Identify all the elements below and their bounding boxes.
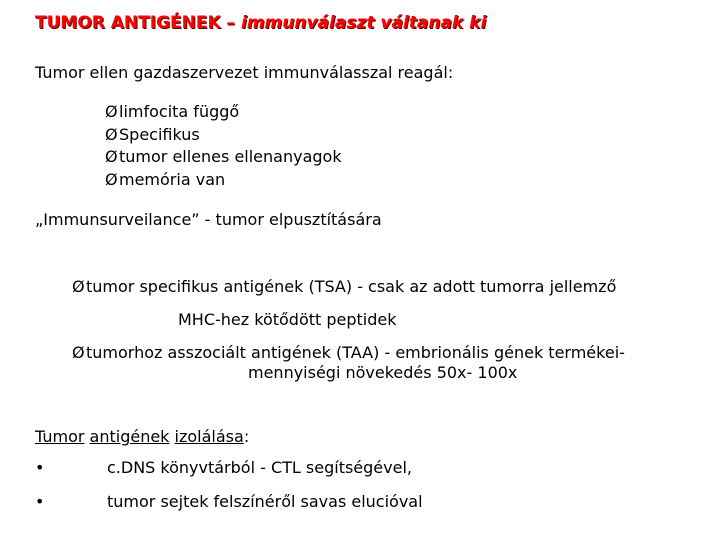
isolation-word-1: Tumor [35,427,85,446]
isolation-word-2: antigének [89,427,170,446]
title-subtitle: – immunválaszt váltanak ki [220,13,487,33]
response-item-label: memória van [119,170,226,189]
taa-subtext: mennyiségi növekedés 50x- 100x [248,363,518,382]
response-item [105,102,239,121]
arrow-bullet-icon: Ø [105,170,118,189]
isolation-heading [35,427,249,446]
surveillance-text: „Immunsurveilance” - tumor elpusztítására [35,210,382,229]
method-label: tumor sejtek felszínéről savas elucióval [107,492,423,511]
tsa-item [72,277,616,296]
taa-label: tumorhoz asszociált antigének (TAA) - embrionális gének termékei- [86,343,625,362]
isolation-word-3: izolálása [174,427,244,446]
response-item [105,125,200,144]
response-item [105,147,342,166]
arrow-bullet-icon: Ø [72,277,85,296]
method-item [35,458,412,477]
response-item-label: tumor ellenes ellenanyagok [119,147,342,166]
response-item-label: Specifikus [119,125,200,144]
arrow-bullet-icon: Ø [105,125,118,144]
title-main: TUMOR ANTIGÉNEK [35,13,221,33]
response-item [105,170,225,189]
tsa-subtext: MHC-hez kötődött peptidek [178,310,397,329]
arrow-bullet-icon: Ø [105,147,118,166]
bullet-icon: • [35,458,45,477]
arrow-bullet-icon: Ø [105,102,118,121]
isolation-colon: : [243,427,250,446]
arrow-bullet-icon: Ø [72,343,85,362]
method-item [35,492,423,511]
page-title [35,13,486,33]
intro-text: Tumor ellen gazdaszervezet immunválasszal reagál: [35,63,454,82]
bullet-icon: • [35,492,45,511]
tsa-label: tumor specifikus antigének (TSA) - csak az adott tumorra jellemző [86,277,617,296]
taa-item [72,343,625,362]
response-item-label: limfocita függő [119,102,240,121]
method-label: c.DNS könyvtárból - CTL segítségével, [107,458,412,477]
